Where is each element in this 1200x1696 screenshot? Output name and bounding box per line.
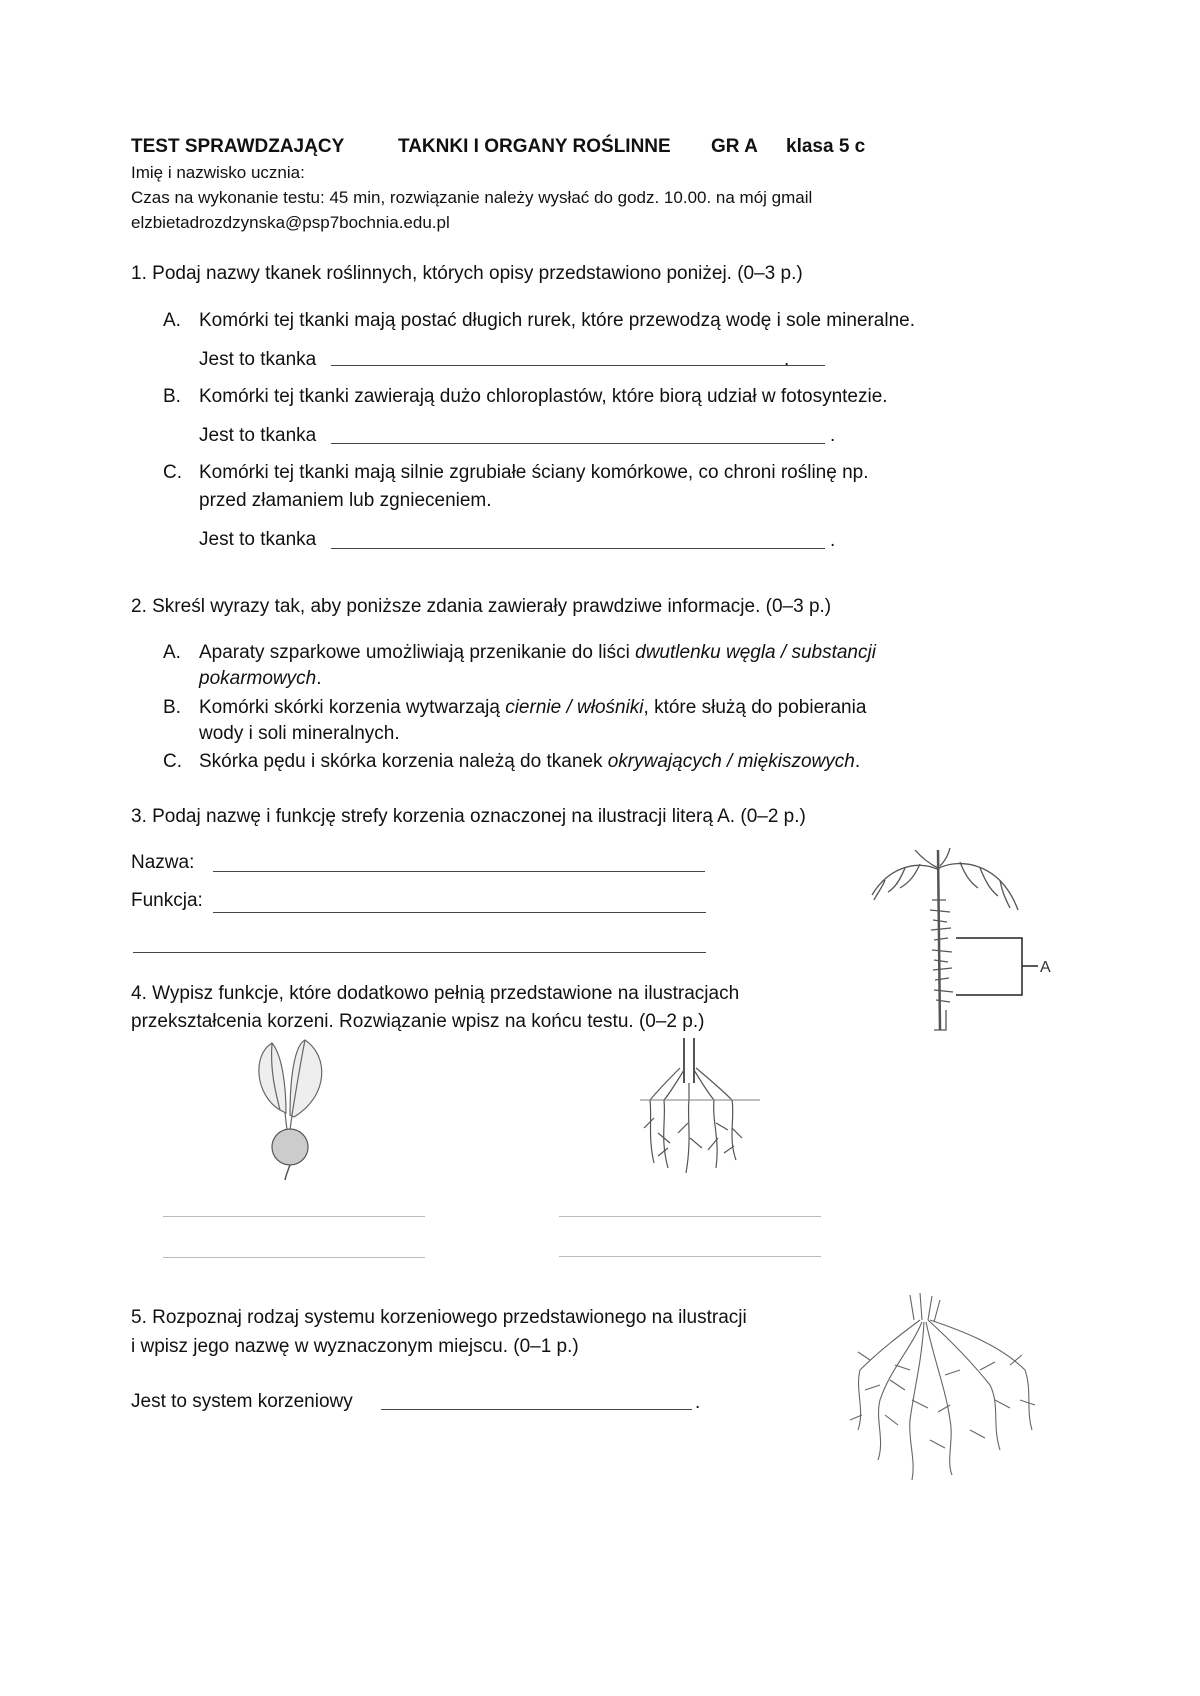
group-label: GR A: [711, 136, 758, 157]
q2-item-a-letter: A.: [163, 642, 181, 663]
q5-answer-prefix: Jest to system korzeniowy: [131, 1391, 353, 1412]
storage-root-illustration: [250, 1035, 340, 1185]
q2-item-b-text-post: , które służą do pobierania: [643, 697, 867, 718]
q4-heading-line1: 4. Wypisz funkcje, które dodatkowo pełnią przedstawione na ilustracjach: [131, 983, 740, 1004]
q1-a-answer-line[interactable]: [331, 365, 825, 366]
q1-item-c: [163, 462, 869, 484]
test-topic: TAKNKI I ORGANY ROŚLINNE: [398, 136, 671, 157]
q3-name-answer-line[interactable]: [213, 871, 705, 872]
test-title: TEST SPRAWDZAJĄCY: [131, 136, 345, 157]
q1-item-c-letter: C.: [163, 462, 182, 483]
q1-number: 1.: [131, 263, 147, 284]
q3-function-answer-line[interactable]: [213, 912, 706, 913]
q4-heading-line2: przekształcenia korzeni. Rozwiązanie wpisz na końcu testu. (0–2 p.): [131, 1011, 705, 1032]
q5-answer-line[interactable]: [381, 1409, 692, 1410]
q1-a-answer-prefix: Jest to tkanka: [199, 349, 317, 370]
q1-item-a: [163, 310, 915, 332]
q1-item-a-text: Komórki tej tkanki mają postać długich rurek, które przewodzą wodę i sole mineralne.: [199, 310, 915, 331]
q1-b-answer-line[interactable]: [331, 443, 825, 444]
q2-item-a-line2: [199, 668, 322, 690]
q4-answer-line-right-1[interactable]: [559, 1216, 821, 1217]
q1-c-period: .: [830, 530, 836, 551]
q1-item-a-letter: A.: [163, 310, 181, 331]
q4-answer-line-right-2[interactable]: [559, 1256, 821, 1257]
zone-a-label: A: [1040, 959, 1051, 976]
q4-answer-line-left-2[interactable]: [163, 1257, 425, 1258]
q5-period: .: [695, 1392, 701, 1413]
q3-function-label: Funkcja:: [131, 890, 203, 911]
q2-item-c: [163, 751, 860, 773]
q2-item-a-options-cont[interactable]: pokarmowych: [199, 668, 317, 689]
q5-heading-line1: 5. Rozpoznaj rodzaj systemu korzeniowego przedstawionego na ilustracji: [131, 1307, 747, 1328]
q2-item-b-text: Komórki skórki korzenia wytwarzają: [199, 697, 506, 718]
q2-item-a-options[interactable]: dwutlenku węgla / substancji: [635, 642, 876, 663]
q1-c-answer-line[interactable]: [331, 548, 825, 549]
q1-b-answer-prefix: Jest to tkanka: [199, 425, 317, 446]
q3-heading: 3. Podaj nazwę i funkcję strefy korzenia oznaczonej na ilustracji literą A. (0–2 p.): [131, 806, 806, 827]
student-name-label: Imię i nazwisko ucznia:: [131, 163, 305, 182]
q2-item-c-text: Skórka pędu i skórka korzenia należą do tkanek: [199, 751, 608, 772]
q2-item-b-letter: B.: [163, 697, 181, 718]
q1-b-period: .: [830, 425, 836, 446]
q2-item-b-line2: wody i soli mineralnych.: [199, 723, 400, 744]
q2-item-a-text: Aparaty szparkowe umożliwiają przenikanie do liści: [199, 642, 636, 663]
q3-function-answer-line-2[interactable]: [133, 952, 706, 953]
q1-heading: [131, 263, 803, 285]
q2-item-c-end: .: [854, 751, 861, 772]
q1-c-answer-prefix: Jest to tkanka: [199, 529, 317, 550]
q2-item-a-end: .: [316, 668, 322, 689]
q2-item-b-options[interactable]: ciernie / włośniki: [505, 697, 644, 718]
q2-item-a: [163, 642, 876, 664]
q4-answer-line-left-1[interactable]: [163, 1216, 425, 1217]
q1-item-b: [163, 386, 888, 408]
q2-heading: 2. Skreśl wyrazy tak, aby poniższe zdania zawierały prawdziwe informacje. (0–3 p.): [131, 596, 832, 617]
q2-item-c-letter: C.: [163, 751, 182, 772]
q1-item-b-letter: B.: [163, 386, 181, 407]
q1-item-c-text-1: Komórki tej tkanki mają silnie zgrubiałe ściany komórkowe, co chroni roślinę np.: [199, 462, 869, 483]
q3-name-label: Nazwa:: [131, 852, 195, 873]
q1-text: Podaj nazwy tkanek roślinnych, których opisy przedstawiono poniżej. (0–3 p.): [152, 263, 803, 284]
time-info: Czas na wykonanie testu: 45 min, rozwiązanie należy wysłać do godz. 10.00. na mój gmail: [131, 188, 813, 207]
q2-item-b: [163, 697, 866, 719]
root-zones-illustration: [860, 840, 1060, 1040]
q1-item-c-text-2: przed złamaniem lub zgnieceniem.: [199, 490, 492, 511]
q5-heading-line2: i wpisz jego nazwę w wyznaczonym miejscu. (0–1 p.): [131, 1336, 579, 1357]
q1-a-period: .: [784, 349, 790, 370]
fibrous-root-illustration: [850, 1290, 1040, 1490]
q2-item-c-options[interactable]: okrywających / miękiszowych: [607, 751, 855, 772]
teacher-email: elzbietadrozdzynska@psp7bochnia.edu.pl: [131, 213, 450, 232]
prop-roots-illustration: [640, 1038, 760, 1178]
q1-item-b-text: Komórki tej tkanki zawierają dużo chloroplastów, które biorą udział w fotosyntezie.: [199, 386, 888, 407]
class-label: klasa 5 c: [786, 136, 866, 157]
